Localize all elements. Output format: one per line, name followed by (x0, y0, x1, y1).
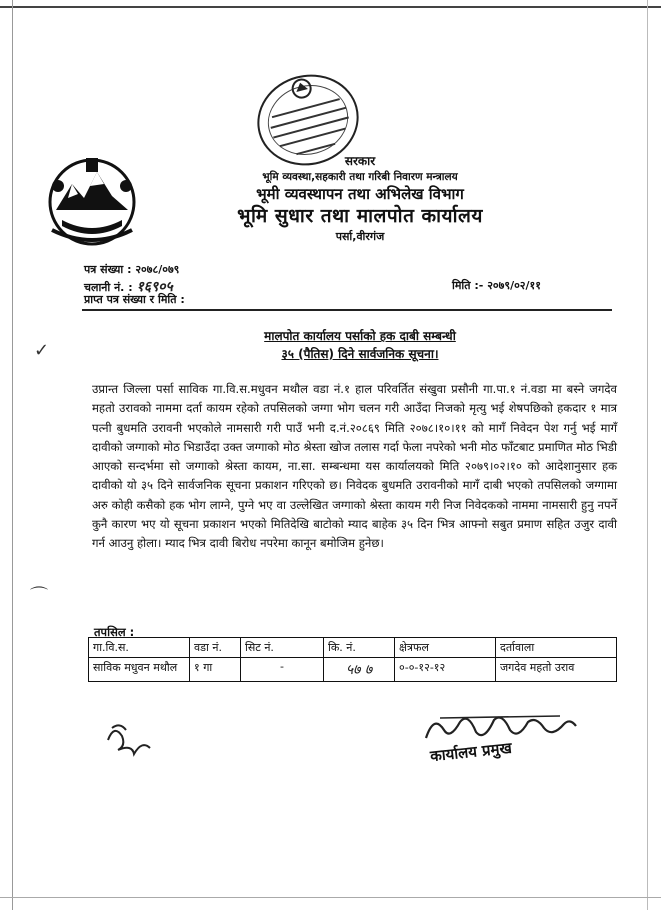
table-header: वडा नं. (190, 638, 241, 658)
table-header: गा.वि.स. (89, 638, 190, 658)
nepal-emblem-logo (42, 150, 142, 250)
received-letter-label: प्राप्त पत्र संख्या र मिति : (84, 293, 185, 306)
letter-number-label: पत्र संख्या : (84, 263, 132, 276)
land-details-table (88, 637, 617, 682)
letter-number-value: २०७८/०७९ (135, 263, 180, 276)
dispatch-number-label: चलानी नं. : (84, 281, 133, 294)
letter-number-row (84, 262, 179, 277)
table-header: क्षेत्रफल (395, 638, 496, 658)
date-row (452, 278, 541, 293)
dispatch-number-value: १६९०५ (136, 279, 173, 295)
table-header: कि. नं. (324, 638, 395, 658)
office-chief-designation: कार्यालय प्रमुख (429, 738, 513, 766)
scan-edge-right (647, 0, 648, 910)
table-header-row (89, 638, 617, 658)
notice-subject-line2: ३५ (पैतिस) दिने सार्वजनिक सूचना। (281, 347, 439, 361)
table-cell: - (241, 658, 324, 682)
margin-curl-mark: ⌒ (30, 586, 48, 607)
notice-body: उप्रान्त जिल्ला पर्सा साविक गा.वि.स.मधुवन मथौल वडा नं.१ हाल परिवर्तित संखुवा प्रसौनी गा.पा.१ नं.वडा मा बस्ने जगदेव महतो उरावको नाममा दर्ता कायम रहेको तपसिलको जग्गा भोग चलन गरी आउँदा निजको मृत्यु भई शेषपछिको हकदार १ मात्र पत्नी बुधमति उरावनी भएकोले नामसारी गरी पाउँ भनी द.नं.२०८६९ मिति २०७८।१०।११ को मागँ निवेदन पेश गर्नु भई मागँ दावीको जग्गाको मोठ भिडाउँदा उक्त जग्गाको मोठ श्रेस्ता खोज तलास गर्दा फेला नपरेको भनी मोठ फाँटबाट प्रमाणित मोठ भिडी आएको सन्दर्भमा सो जग्गाको श्रेस्ता कायम, ना.सा. सम्बन्धमा यस कार्यालयको मिति २०७९।०२।१० को आदेशानुसार हक दावीको यो ३५ दिने सार्वजनिक सूचना प्रकाशन गरिएको छ। निवेदक बुधमति उरावनीको मागँ दाबी भएको तपसिलको जग्गामा अरु कोही कसैको हक भोग लाग्ने, पुग्ने भए वा उल्लेखित जग्गाको श्रेस्ता कायम गरी निज निवेदकको नाममा नामसारी हुनु नपर्ने कुनै कारण भए यो सूचना प्रकाशन भएको मितिदेखि बाटोको म्याद बाहेक ३५ दिन भित्र आफ्नो सबुत प्रमाण सहित उजुर दावी गर्न आउनु होला। म्याद भित्र दावी बिरोध नपरेमा कानून बमोजिम हुनेछ। (92, 382, 617, 551)
notice-subject-line1: मालपोत कार्यालय पर्साको हक दाबी सम्बन्धी (264, 329, 456, 343)
scan-edge-bottom (0, 897, 661, 898)
header-ministry: भूमि व्यवस्था,सहकारी तथा गरिबी निवारण मन्त्रालय (262, 171, 458, 183)
header-office-name: भूमि सुधार तथा मालपोत कार्यालय (237, 205, 483, 227)
table-cell: ०-०-१२-१२ (395, 658, 496, 682)
table-cell: जगदेव महतो उराव (496, 658, 617, 682)
scan-edge-top (0, 6, 661, 8)
table-row (89, 658, 617, 682)
date-value: २०७९/०२/११ (487, 279, 541, 292)
table-cell: साविक मधुवन मथौल (89, 658, 190, 682)
date-label: मिति :- (452, 279, 484, 292)
scan-edge-left (12, 0, 13, 910)
table-cell: ५७ ७ (324, 658, 395, 682)
initials-scribble (104, 720, 154, 760)
header-government: सरकार (344, 154, 376, 168)
table-header: दर्तावाला (496, 638, 617, 658)
table-header: सिट नं. (241, 638, 324, 658)
details-label: तपसिल : (94, 625, 135, 639)
header-location: पर्सा,वीरगंज (335, 230, 385, 243)
table-cell: १ गा (190, 658, 241, 682)
header-divider (82, 309, 612, 311)
margin-tick-mark: ✓ (34, 340, 50, 361)
header-department: भूमी व्यवस्थापन तथा अभिलेख विभाग (256, 185, 464, 203)
